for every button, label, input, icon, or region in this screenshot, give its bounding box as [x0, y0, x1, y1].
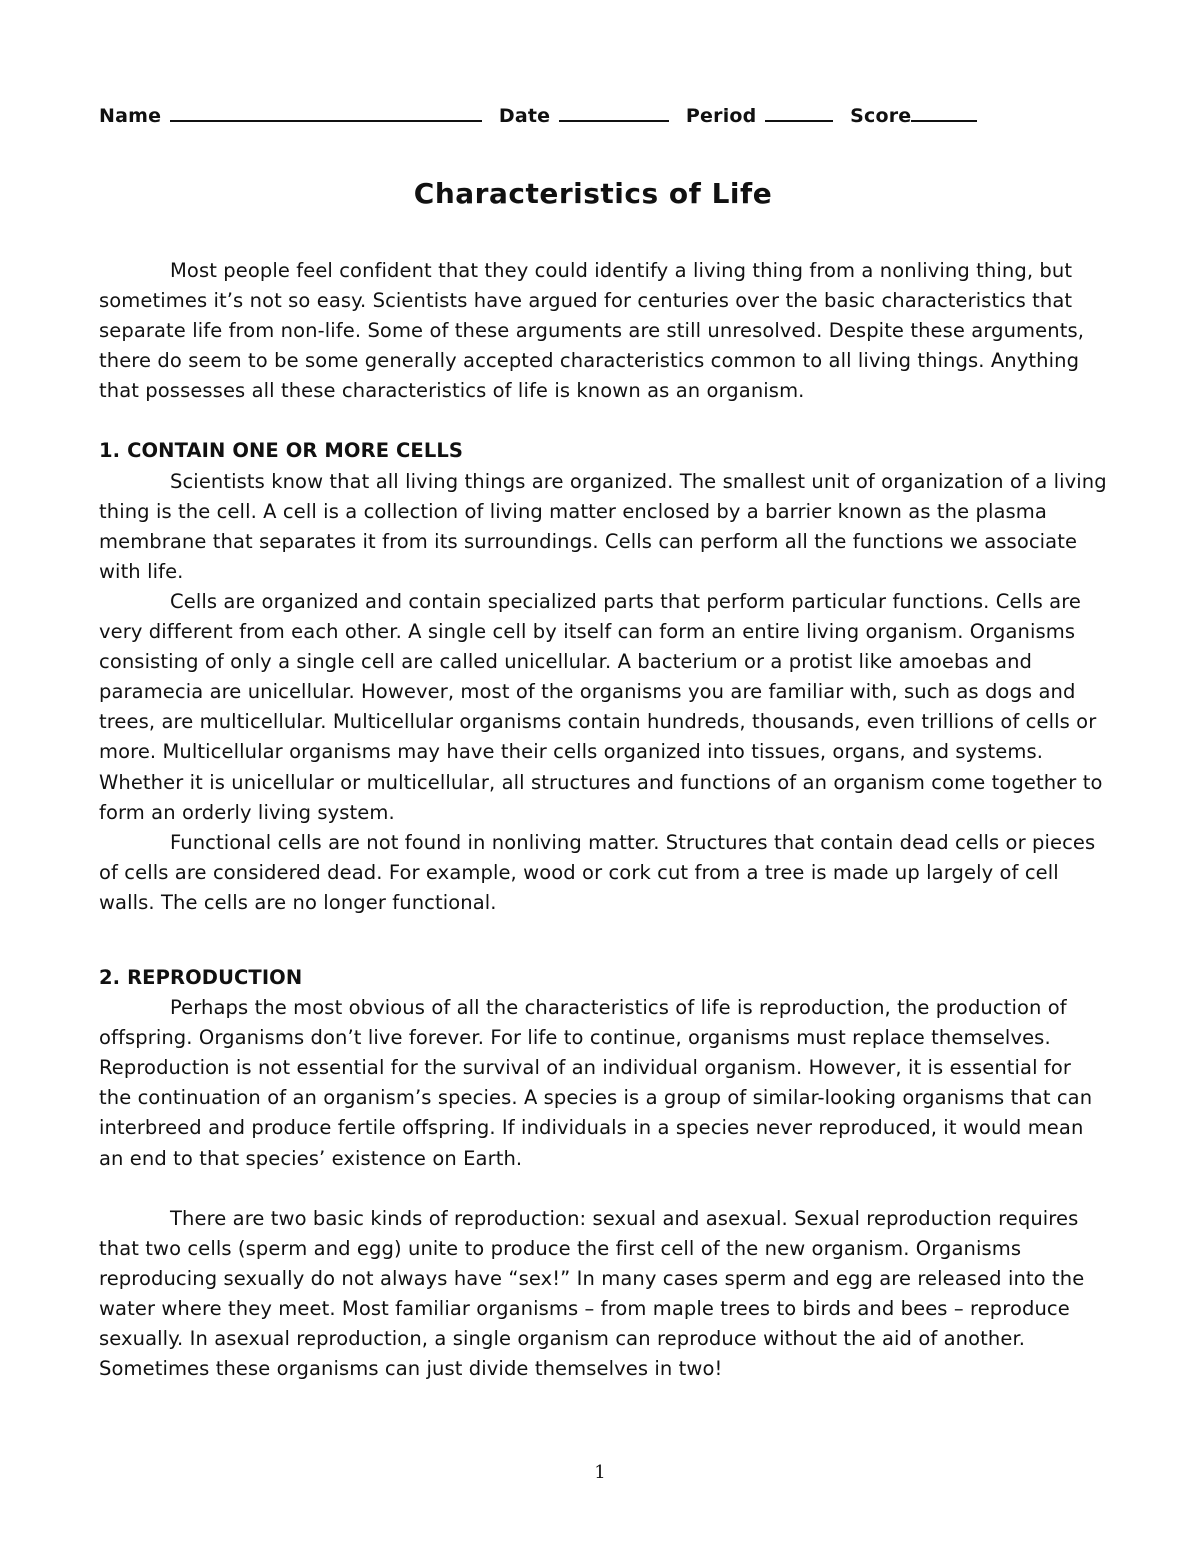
section-1-paragraph-3: Functional cells are not found in nonliving matter. Structures that contain dead cells or pieces of cells are considered dead. For example, wood or cork cut from a tree is made up largely of cell walls. The cells are no longer functional.	[99, 830, 1096, 914]
date-label: Date	[498, 105, 551, 127]
section-1-paragraph-2: Cells are organized and contain specialized parts that perform particular functions. Cells are very different from each other. A single cell by itself can form an entire living organism. Organisms consisting of only a single cell are called unicellular. A bacterium or a protist like amoebas and paramecia are unicellular. However, most of the organisms you are familiar with, such as dogs and trees, are multicellular. Multicellular organisms contain hundreds, thousands, even trillions of cells or more. Multicellular organisms may have their cells organized into tissues, organs, and systems. Whether it is unicellular or multicellular, all structures and functions of an organism come together to form an orderly living system.	[99, 589, 1103, 824]
document-body	[99, 256, 1109, 1384]
section-1-paragraph-1: Scientists know that all living things are organized. The smallest unit of organization of a living thing is the cell. A cell is a collection of living matter enclosed by a barrier known as the plasma membrane that separates it from its surroundings. Cells can perform all the functions we associate with life.	[99, 469, 1107, 583]
section-2-paragraph-2: There are two basic kinds of reproduction: sexual and asexual. Sexual reproduction requires that two cells (sperm and egg) unite to produce the first cell of the new organism. Organisms reproducing sexually do not always have “sex!” In many cases sperm and egg are released into the water where they meet. Most familiar organisms – from maple trees to birds and bees – reproduce sexually. In asexual reproduction, a single organism can reproduce without the aid of another. Sometimes these organisms can just divide themselves in two!	[99, 1206, 1085, 1381]
page-number: 1	[594, 1462, 606, 1483]
spacer	[99, 406, 1109, 436]
intro-paragraph: Most people feel confident that they could identify a living thing from a nonliving thing, but sometimes it’s not so easy. Scientists have argued for centuries over the basic characteristics that separate life from non-life. Some of these arguments are still unresolved. Despite these arguments, there do seem to be some generally accepted characteristics common to all living things. Anything that possesses all these characteristics of life is known as an organism.	[99, 259, 1085, 403]
score-label: Score	[850, 105, 912, 127]
spacer	[99, 1174, 1109, 1204]
section-1-heading: 1. CONTAIN ONE OR MORE CELLS	[99, 439, 464, 463]
name-label: Name	[99, 105, 162, 127]
period-blank[interactable]	[765, 102, 833, 122]
name-blank[interactable]	[170, 102, 482, 122]
student-info-header	[99, 102, 987, 127]
section-2-paragraph-1: Perhaps the most obvious of all the characteristics of life is reproduction, the production of offspring. Organisms don’t live forever. For life to continue, organisms must replace themselves. Reproduction is not essential for the survival of an individual organism. However, it is essential for the continuation of an organism’s species. A species is a group of similar-looking organisms that can interbreed and produce fertile offspring. If individuals in a species never reproduced, it would mean an end to that species’ existence on Earth.	[99, 996, 1093, 1170]
spacer	[99, 918, 1109, 963]
section-2-heading: 2. REPRODUCTION	[99, 965, 303, 989]
score-blank[interactable]	[911, 102, 977, 122]
page-title: Characteristics of Life	[413, 177, 773, 210]
date-blank[interactable]	[559, 102, 669, 122]
period-label: Period	[685, 105, 757, 127]
